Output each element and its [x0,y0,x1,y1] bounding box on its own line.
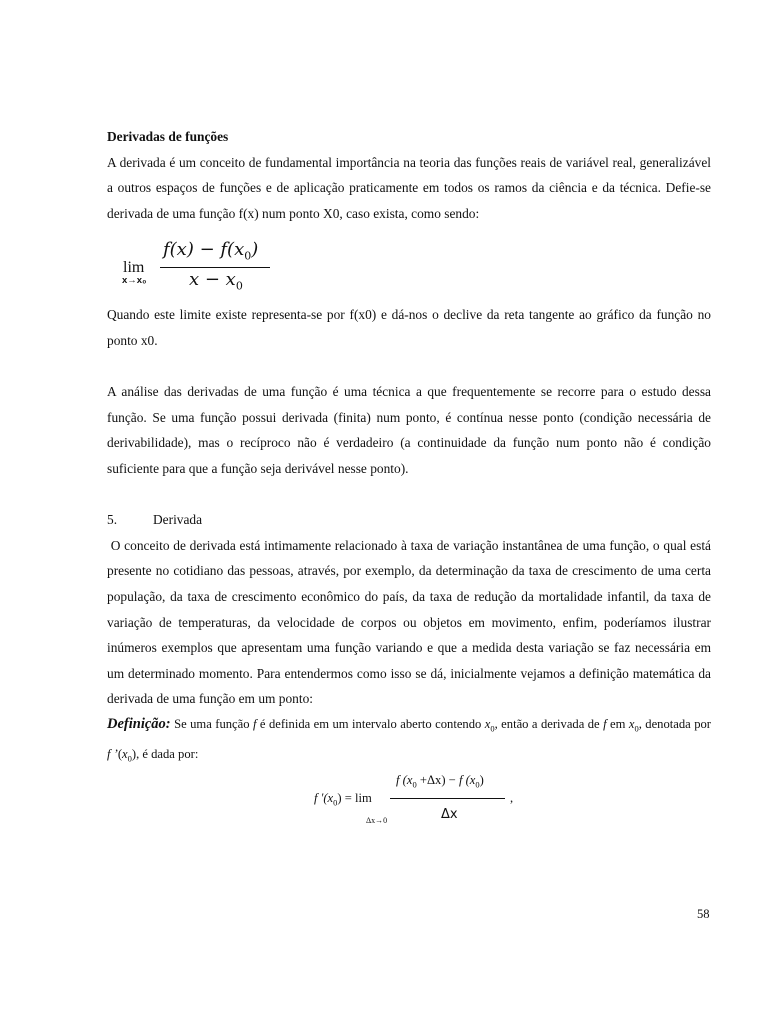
page-number: 58 [697,907,710,921]
limit-paragraph: Quando este limite existe representa-se por f(x0) e dá-nos o declive da reta tangente ao gráfico da função no ponto x0. [107,307,711,348]
fraction-bar [160,267,270,268]
definition-paragraph: Definição: Se uma função f é definida em um intervalo aberto contendo $x_0$, então a derivada de f em $x_0$, denotada por f $’(x_0)$, é dada por: [107,715,711,764]
analysis-paragraph: A análise das derivadas de uma função é uma técnica a que frequentemente se recorre para o estudo dessa função. Se uma função possui derivada (finita) num ponto, é contínua nesse ponto (condição necessária de derivabilidade), mas o recíproco não é verdadeiro (a continuidade da função num ponto não é condição suficiente para que a função seja derivável nesse ponto). [107,384,711,476]
limit-formula [107,230,711,302]
derivative-limit-subscript: Δx→0 [366,816,388,826]
intro-paragraph: A derivada é um conceito de fundamental importância na teoria das funções reais de variável real, generalizável a outros espaços de funções e de aplicação praticamente em todos os ramos da ciência e da técnica. Defie-se derivada de uma função f(x) num ponto X0, caso exista, como sendo: [107,154,711,221]
definition-label: Definição [107,715,166,732]
section-number: 5. [107,512,118,528]
derivative-lhs: f '$(x_0) = \lim$ [314,791,372,808]
derivative-fraction-bar [390,798,505,799]
derivative-numerator: f $(x_0 +\Delta x) - f$ $(x_0)$ [396,773,484,790]
section-title: Derivadas de funções [107,129,229,144]
derivative-denominator: Δx [441,807,458,823]
section-heading-title: Derivada [153,512,203,528]
formula-lim-subscript: x→x₀ [122,275,147,287]
formula-numerator: $f(x) - f(x_0)$ [163,239,259,263]
concept-paragraph: O conceito de derivada está intimamente relacionado à taxa de variação instantânea de uma função, o qual está presente no cotidiano das pessoas, através, por exemplo, da determinação da taxa de crescimento de uma certa população, da taxa de crescimento econômico do país, da taxa de redução da mortalidade infantil, da taxa de variação de temperaturas, da velocidade de corpos ou objetos em movimento, enfim, poderíamos ilustrar inúmeros exemplos que apresentam uma função variando e que a medida desta variação se faz necessária em um determinado momento. Para entendermos como isso se dá, inicialmente vejamos a definição matemática da derivada de uma função em um ponto: [107,537,715,707]
document-page [107,124,715,832]
formula-lim: lim [123,259,145,277]
formula-denominator: $x - x_0$ [189,269,243,293]
derivative-formula [107,772,711,832]
section-heading [107,507,711,533]
derivative-comma: , [510,791,514,806]
